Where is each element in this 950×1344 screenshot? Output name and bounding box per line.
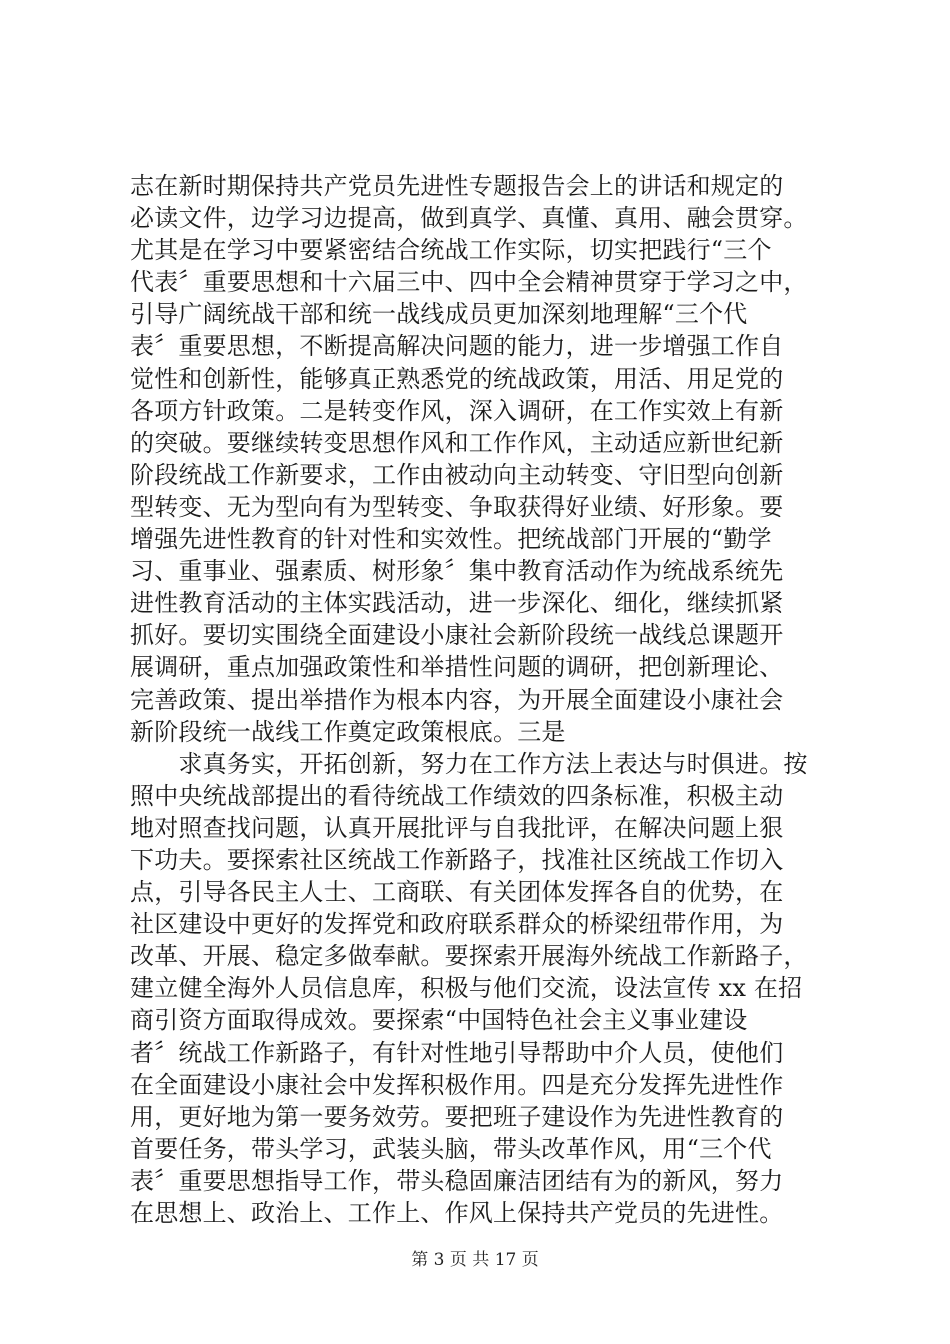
text-line: 社区建设中更好的发挥党和政府联系群众的桥梁纽带作用，为 [130, 910, 784, 939]
text-line: 在全面建设小康社会中发挥积极作用。四是充分发挥先进性作 [130, 1070, 784, 1099]
text-line: 用，更好地为第一要务效劳。要把班子建设作为先进性教育的 [130, 1102, 784, 1131]
text-line: 表〞重要思想，不断提高解决问题的能力，进一步增强工作自 [130, 332, 784, 361]
text-line: 者〞统战工作新路子，有针对性地引导帮助中介人员，使他们 [130, 1038, 784, 1067]
text-line: 代表〞重要思想和十六届三中、四中全会精神贯穿于学习之中， [130, 268, 808, 297]
text-line: 建立健全海外人员信息库，积极与他们交流，设法宣传 xx 在招 [130, 974, 803, 1003]
text-line: 各项方针政策。二是转变作风，深入调研，在工作实效上有新 [130, 396, 784, 425]
text-line: 表〞重要思想指导工作，带头稳固廉洁团结有为的新风，努力 [130, 1166, 784, 1195]
text-line: 新阶段统一战线工作奠定政策根底。三是 [130, 717, 566, 746]
text-line: 照中央统战部提出的看待统战工作绩效的四条标准，积极主动 [130, 781, 784, 810]
text-line: 觉性和创新性，能够真正熟悉党的统战政策，用活、用足党的 [130, 364, 784, 393]
text-line: 地对照查找问题，认真开展批评与自我批评，在解决问题上狠 [130, 813, 784, 842]
text-line: 的突破。要继续转变思想作风和工作作风，主动适应新世纪新 [130, 428, 784, 457]
text-line: 增强先进性教育的针对性和实效性。把统战部门开展的“勤学 [130, 525, 772, 554]
text-line: 点，引导各民主人士、工商联、有关团体发挥各自的优势，在 [130, 878, 784, 907]
text-line: 进性教育活动的主体实践活动，进一步深化、细化，继续抓紧 [130, 589, 784, 618]
text-line: 下功夫。要探索社区统战工作新路子，找准社区统战工作切入 [130, 845, 784, 874]
text-line: 求真务实，开拓创新，努力在工作方法上表达与时俱进。按 [130, 749, 808, 778]
text-line: 在思想上、政治上、工作上、作风上保持共产党员的先进性。 [130, 1199, 784, 1227]
text-line: 尤其是在学习中要紧密结合统战工作实际，切实把践行“三个 [130, 236, 772, 265]
text-line: 完善政策、提出举措作为根本内容，为开展全面建设小康社会 [130, 685, 784, 714]
text-line: 展调研，重点加强政策性和举措性问题的调研，把创新理论、 [130, 653, 784, 682]
text-line: 志在新时期保持共产党员先进性专题报告会上的讲话和规定的 [130, 172, 784, 200]
text-line: 阶段统战工作新要求，工作由被动向主动转变、守旧型向创新 [130, 460, 784, 489]
text-line: 习、重事业、强素质、树形象〞集中教育活动作为统战系统先 [130, 557, 784, 586]
text-line: 型转变、无为型向有为型转变、争取获得好业绩、好形象。要 [130, 492, 784, 521]
text-line: 商引资方面取得成效。要探索“中国特色社会主义事业建设 [130, 1006, 748, 1035]
document-body [130, 170, 840, 1229]
text-line: 必读文件，边学习边提高，做到真学、真懂、真用、融会贯穿。 [130, 204, 808, 233]
text-line: 改革、开展、稳定多做奉献。要探索开展海外统战工作新路子， [130, 942, 808, 971]
text-line: 引导广阔统战干部和统一战线成员更加深刻地理解“三个代 [130, 300, 748, 329]
page-footer: 第 3 页 共 17 页 [411, 1250, 539, 1270]
text-line: 抓好。要切实围绕全面建设小康社会新阶段统一战线总课题开 [130, 621, 784, 650]
text-line: 首要任务，带头学习，武装头脑，带头改革作风，用“三个代 [130, 1134, 772, 1163]
